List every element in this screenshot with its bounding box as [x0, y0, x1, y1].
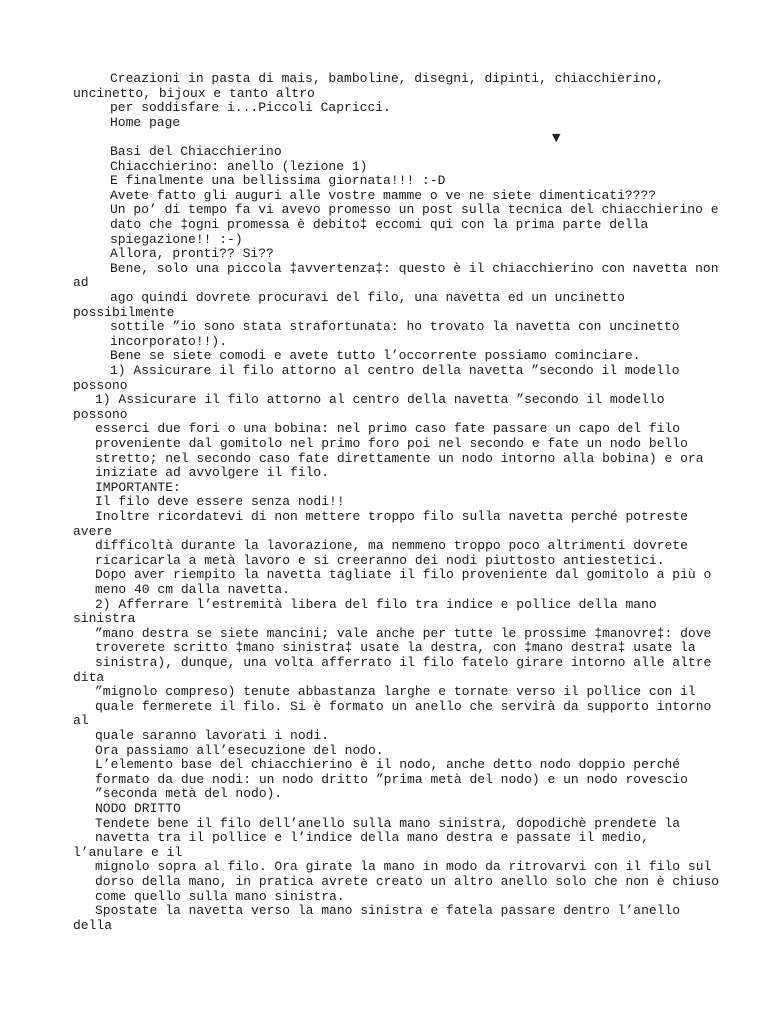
text-line: stretto; nel secondo caso fate direttamente un nodo intorno alla bobina) e ora — [95, 450, 704, 466]
text-line: IMPORTANTE: — [95, 479, 181, 495]
text-line: Ora passiamo all’esecuzione del nodo. — [95, 742, 384, 758]
dropdown-marker-icon[interactable]: ▼ — [552, 131, 561, 144]
text-line: avere — [73, 523, 113, 539]
text-line: dita — [73, 669, 105, 685]
text-line: quale saranno lavorati i nodi. — [95, 728, 330, 743]
text-line: ”mano destra se siete mancini; vale anche per tutte le prossime ‡manovre‡: dove — [95, 625, 712, 641]
text-line: 1) Assicurare il filo attorno al centro della navetta ”secondo il modello — [95, 392, 665, 408]
text-line: sinistra), dunque, una volta afferrato il filo fatelo girare intorno alle altre — [95, 655, 712, 670]
text-line: uncinetto, bijoux e tanto altro — [73, 85, 315, 101]
text-line: dorso della mano, in pratica avrete creato un altro anello solo che non è chiuso — [95, 874, 720, 889]
text-line: Allora, pronti?? Si?? — [110, 246, 274, 262]
text-line: possono — [73, 406, 128, 422]
text-line: Dopo aver riempito la navetta tagliate il filo proveniente dal gomitolo a più o — [95, 567, 712, 583]
text-line: Tendete bene il filo dell’anello sulla mano sinistra, dopodichè prendete la — [95, 815, 681, 831]
text-line: Avete fatto gli auguri alle vostre mamme o ve ne siete dimenticati???? — [110, 187, 657, 203]
text-line: come quello sulla mano sinistra. — [95, 888, 345, 904]
text-line: Bene se siete comodi e avete tutto l’occorrente possiamo cominciare. — [110, 348, 641, 364]
text-line: quale fermerete il filo. Si è formato un anello che servirà da supporto intorno — [95, 698, 712, 714]
text-line: della — [73, 917, 113, 933]
text-line: sottile ”io sono stata strafortunata: ho trovato la navetta con uncinetto — [110, 319, 680, 335]
text-line: dato che ‡ogni promessa è debito‡ eccomi qui con la prima parte della — [110, 217, 649, 232]
text-line: Il filo deve essere senza nodi!! — [95, 494, 345, 510]
text-line: sinistra — [73, 611, 136, 627]
text-line: spiegazione!! :-) — [110, 231, 243, 247]
text-line: formato da due nodi: un nodo dritto ”prima metà del nodo) e un nodo rovescio — [95, 771, 688, 787]
text-line: L’elemento base del chiacchierino è il nodo, anche detto nodo doppio perché — [95, 757, 681, 773]
text-line: ago quindi dovrete procuravi del filo, una navetta ed un uncinetto — [110, 290, 625, 305]
text-line: 2) Afferrare l’estremità libera del filo tra indice e pollice della mano — [95, 596, 657, 612]
text-line: Basi del Chiacchierino — [110, 144, 282, 159]
text-line: Un po’ di tempo fa vi avevo promesso un post sulla tecnica del chiacchierino e — [110, 202, 719, 218]
text-line: Chiacchierino: anello (lezione 1) — [110, 158, 368, 174]
text-line: ad — [73, 275, 89, 291]
text-line: meno 40 cm dalla navetta. — [95, 582, 291, 597]
text-line: iniziate ad avvolgere il filo. — [95, 465, 330, 481]
text-line: possibilmente — [73, 304, 175, 320]
text-line: l’anulare e il — [73, 844, 183, 860]
text-line: al — [73, 713, 89, 729]
text-line: proveniente dal gomitolo nel primo foro poi nel secondo e fate un nodo bello — [95, 436, 688, 451]
text-line: ”seconda metà del nodo). — [95, 786, 283, 802]
text-line: difficoltà durante la lavorazione, ma nemmeno troppo poco altrimenti dovrete — [95, 538, 688, 554]
text-line: esserci due fori o una bobina: nel primo caso fate passare un capo del filo — [95, 421, 681, 437]
text-line: possono — [73, 377, 128, 393]
text-line: ricaricarla a metà lavoro e si creeranno dei nodi piuttosto antiestetici. — [95, 552, 665, 568]
text-line: mignolo sopra al filo. Ora girate la mano in modo da ritrovarvi con il filo sul — [95, 859, 712, 875]
text-line: Spostate la navetta verso la mano sinistra e fatela passare dentro l’anello — [95, 903, 681, 919]
text-line: E finalmente una bellissima giornata!!! :-D — [110, 173, 446, 189]
text-line: Bene, solo una piccola ‡avvertenza‡: questo è il chiacchierino con navetta non — [110, 260, 719, 276]
text-line: per soddisfare i...Piccoli Capricci. — [110, 100, 391, 116]
text-line: incorporato!!). — [110, 333, 228, 349]
text-line: troverete scritto ‡mano sinistra‡ usate la destra, con ‡mano destra‡ usate la — [95, 640, 696, 656]
text-line: ”mignolo compreso) tenute abbastanza larghe e tornate verso il pollice con il — [95, 684, 696, 700]
text-line: navetta tra il pollice e l’indice della mano destra e passate il medio, — [95, 830, 649, 846]
text-line: Creazioni in pasta di mais, bamboline, disegni, dipinti, chiacchierino, — [110, 71, 664, 86]
home-page-link[interactable]: Home page — [110, 114, 181, 130]
text-line: 1) Assicurare il filo attorno al centro della navetta ”secondo il modello — [110, 363, 680, 378]
text-line: Inoltre ricordatevi di non mettere troppo filo sulla navetta perché potreste — [95, 509, 688, 524]
text-line: NODO DRITTO — [95, 801, 181, 816]
